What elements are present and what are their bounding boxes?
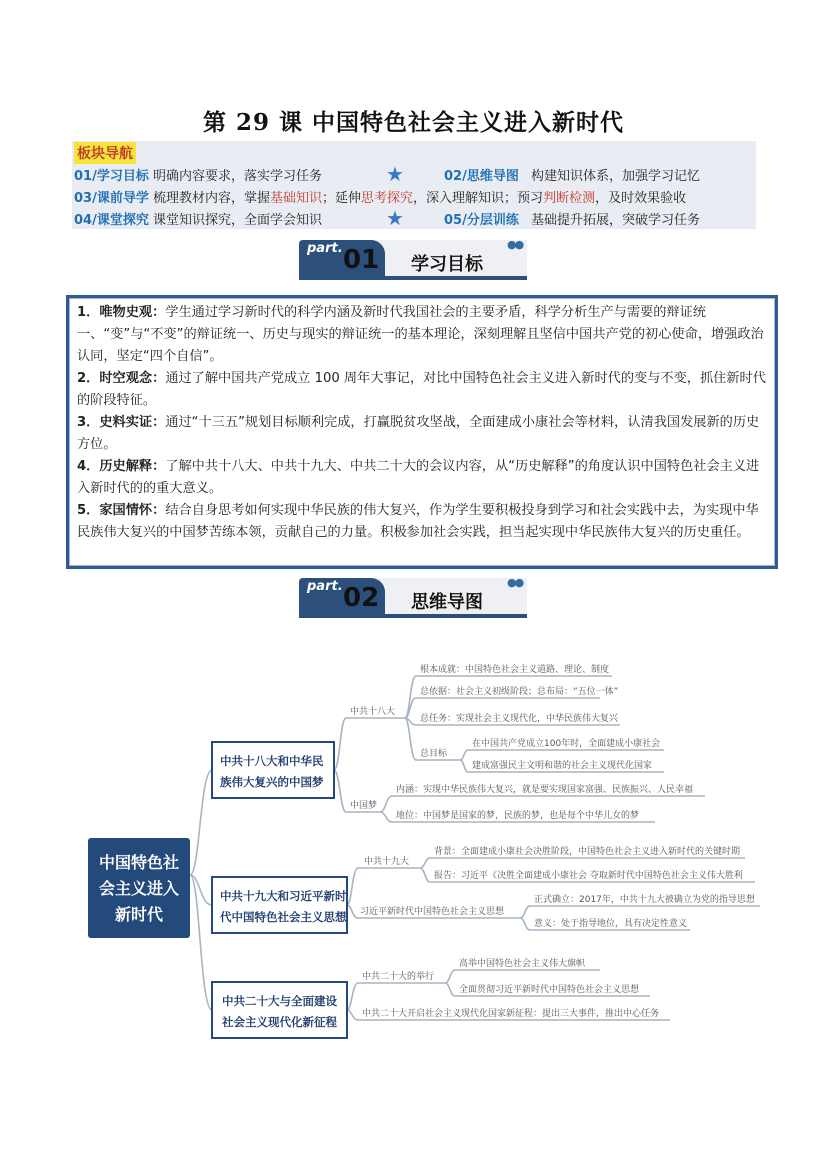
nav-link-classroom[interactable]: 04/课堂探究	[74, 213, 149, 228]
nav-desc-3d: ，及时效果验收	[595, 191, 687, 206]
node-text: 建成富强民主文明和谐的社会主义现代化国家	[472, 761, 653, 771]
node-text: 高举中国特色社会主义伟大旗帜	[459, 959, 586, 969]
nav-thinking: 思考探究	[361, 191, 414, 206]
node-text: 中国梦	[350, 801, 378, 811]
nav-check: 判断检测	[543, 191, 596, 206]
part-tag: part.	[307, 579, 343, 594]
node-text: 根本成就：中国特色社会主义道路、理论、制度	[420, 665, 610, 675]
node-text: 中共二十大开启社会主义现代化国家新征程：提出三大事件，推出中心任务	[362, 1009, 660, 1019]
goal-text: 通过了解中国共产党成立 100 周年大事记，对比中国特色社会主义进入新时代的变与不变，抓住新时代的阶段特征。	[77, 371, 766, 408]
nav-desc-3a: 梳理教材内容，掌握	[152, 191, 270, 206]
node-text: 内涵：实现中华民族伟大复兴，就是要实现国家富强、民族振兴、人民幸福	[396, 785, 694, 795]
node-text: 背景：全面建成小康社会决胜阶段，中国特色社会主义进入新时代的关键时期	[434, 847, 741, 857]
nav-desc-3c: ，深入理解知识；预习	[413, 191, 544, 206]
root-line-3: 新时代	[114, 905, 164, 924]
node-text: 习近平新时代中国特色社会主义思想	[360, 907, 505, 917]
nav-desc-5: 基础提升拓展，突破学习任务	[530, 213, 700, 228]
dots-icon: ●●	[507, 576, 523, 589]
nav-basic-knowledge: 基础知识	[270, 191, 323, 206]
root-line-2: 会主义进入	[98, 879, 180, 898]
branch-1-line-1: 中共十八大和中华民	[220, 754, 324, 768]
nav-link-learning-goals[interactable]: 01/学习目标	[74, 169, 149, 184]
nav-link-training[interactable]: 05/分层训练	[444, 213, 519, 228]
node-text: 地位：中国梦是国家的梦，民族的梦，也是每个中华儿女的梦	[396, 811, 640, 821]
node-text: 正式确立：2017年，中共十九大被确立为党的指导思想	[534, 895, 755, 905]
star-icon: ★	[386, 162, 404, 186]
branch-2-line-1: 中共十九大和习近平新时	[220, 889, 347, 903]
node-text: 中共二十大的举行	[362, 972, 435, 982]
goal-key: 2．时空观念：	[77, 371, 166, 386]
goal-text: 了解中共十八大、中共十九大、中共二十大的会议内容，从“历史解释”的角度认识中国特色社会主义进入新时代的的重大意义。	[77, 459, 760, 496]
node-text: 全面贯彻习近平新时代中国特色社会主义思想	[459, 985, 640, 995]
node-text: 报告：习近平《决胜全面建成小康社会 夺取新时代中国特色社会主义伟大胜利	[434, 871, 743, 881]
goal-text: 通过“十三五”规划目标顺利完成，打赢脱贫攻坚战，全面建成小康社会等材料，认清我国发展新的历史方位。	[77, 415, 760, 452]
nav-desc-2: 构建知识体系，加强学习记忆	[530, 169, 700, 184]
dots-icon: ●●	[507, 238, 523, 251]
node-text: 总目标	[420, 749, 448, 759]
goal-key: 4．历史解释：	[77, 459, 166, 474]
star-icon: ★	[386, 206, 404, 230]
node-text: 中共十八大	[350, 707, 396, 717]
root-line-1: 中国特色社	[98, 853, 180, 872]
goal-key: 5．家国情怀：	[77, 503, 166, 518]
branch-3-line-1: 中共二十大与全面建设	[222, 994, 337, 1008]
branch-2-line-2: 代中国特色社会主义思想	[220, 910, 347, 924]
nav-desc-3b: ；延伸	[322, 191, 362, 206]
node-text: 中共十九大	[364, 857, 410, 867]
goal-text: 学生通过学习新时代的科学内涵及新时代我国社会的主要矛盾，科学分析生产与需要的辩证统一、“变”与“不变”的辩证统一、历史与现实的辩证统一的基本理论，深刻理解且坚信中国共产党的初心使命，增强政治认同，坚定“四个自信”。	[77, 305, 764, 364]
nav-heading: 板块导航	[74, 142, 136, 164]
nav-desc-1: 明确内容要求，落实学习任务	[152, 169, 322, 184]
node-text: 总依据：社会主义初级阶段；总布局：“五位一体”	[420, 687, 619, 697]
part-number: 02	[343, 583, 380, 613]
branch-box-2	[212, 877, 347, 933]
page-title: 第 29 课 中国特色社会主义进入新时代	[202, 109, 625, 136]
nav-link-mind-map[interactable]: 02/思维导图	[444, 169, 519, 184]
goal-key: 3．史料实证：	[77, 415, 166, 430]
node-text: 意义：处于指导地位，具有决定性意义	[534, 919, 688, 929]
goal-key: 1．唯物史观：	[77, 305, 166, 320]
part-number: 01	[343, 245, 380, 275]
section-title: 思维导图	[411, 592, 483, 613]
section-title: 学习目标	[411, 254, 483, 275]
goal-text: 结合自身思考如何实现中华民族的伟大复兴，作为学生要积极投身到学习和社会实践中去，为实现中华民族伟大复兴的中国梦苦练本领，贡献自己的力量。积极参加社会实践，担当起实现中华民族伟大复兴的历史重任。	[77, 503, 759, 540]
part-tag: part.	[307, 241, 343, 256]
branch-3-line-2: 社会主义现代化新征程	[222, 1015, 337, 1029]
nav-link-preview[interactable]: 03/课前导学	[74, 191, 149, 206]
node-text: 在中国共产党成立100年时，全面建成小康社会	[472, 739, 661, 749]
branch-box-3	[212, 982, 347, 1038]
branch-box-1	[212, 742, 334, 798]
nav-desc-4: 课堂知识探究，全面学会知识	[152, 213, 322, 228]
node-text: 总任务：实现社会主义现代化，中华民族伟大复兴	[420, 714, 619, 724]
branch-1-line-2: 族伟大复兴的中国梦	[220, 775, 324, 789]
